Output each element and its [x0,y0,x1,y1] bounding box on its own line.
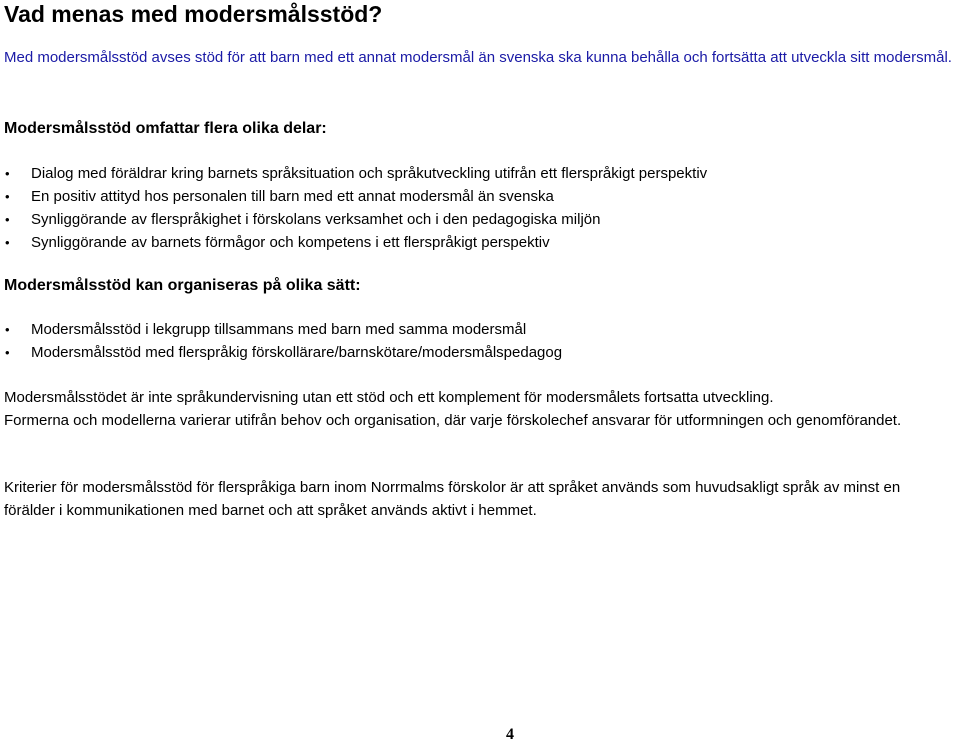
list-item [4,185,707,208]
bullet-icon: • [5,235,10,250]
list-item-text: Synliggörande av flerspråkighet i förskolans verksamhet och i den pedagogiska miljön [31,211,601,228]
section-heading-organisation: Modersmålsstöd kan organiseras på olika sätt: [4,277,361,294]
bullet-icon: • [5,189,10,204]
list-item-text: En positiv attityd hos personalen till barn med ett annat modersmål än svenska [31,188,554,205]
list-item-text: Modersmålsstöd i lekgrupp tillsammans med barn med samma modersmål [31,321,527,338]
bullet-icon: • [5,322,10,337]
body-paragraph-complement: Modersmålsstödet är inte språkundervisning utan ett stöd och ett komplement för modersmålets fortsatta utveckling. [4,389,774,406]
body-paragraph-forms: Formerna och modellerna varierar utifrån behov och organisation, där varje förskolechef ansvarar för utformningen och genomförandet. [4,412,902,429]
list-item [4,162,707,185]
page-number: 4 [506,726,514,743]
components-list [4,162,707,254]
list-item [4,208,707,231]
section-heading-components: Modersmålsstöd omfattar flera olika delar: [4,120,327,137]
list-item [4,318,562,341]
bullet-icon: • [5,166,10,181]
organisation-list [4,318,562,364]
body-paragraph-criteria: Kriterier för modersmålsstöd för flerspråkiga barn inom Norrmalms förskolor är att språket används som huvudsakligt språk av minst en förälder i kommunikationen med barnet och att språket används aktivt i hemmet. [4,479,901,519]
bullet-icon: • [5,212,10,227]
list-item-text: Modersmålsstöd med flerspråkig förskollärare/barnskötare/modersmålspedagog [31,344,563,361]
list-item-text: Synliggörande av barnets förmågor och kompetens i ett flerspråkigt perspektiv [31,234,550,251]
list-item [4,341,562,364]
intro-paragraph: Med modersmålsstöd avses stöd för att barn med ett annat modersmål än svenska ska kunna behålla och fortsätta att utveckla sitt modersmål. [4,49,952,66]
list-item-text: Dialog med föräldrar kring barnets språksituation och språkutveckling utifrån ett flerspråkigt perspektiv [31,165,708,182]
bullet-icon: • [5,345,10,360]
list-item [4,231,707,254]
page-title: Vad menas med modersmålsstöd? [4,1,383,27]
